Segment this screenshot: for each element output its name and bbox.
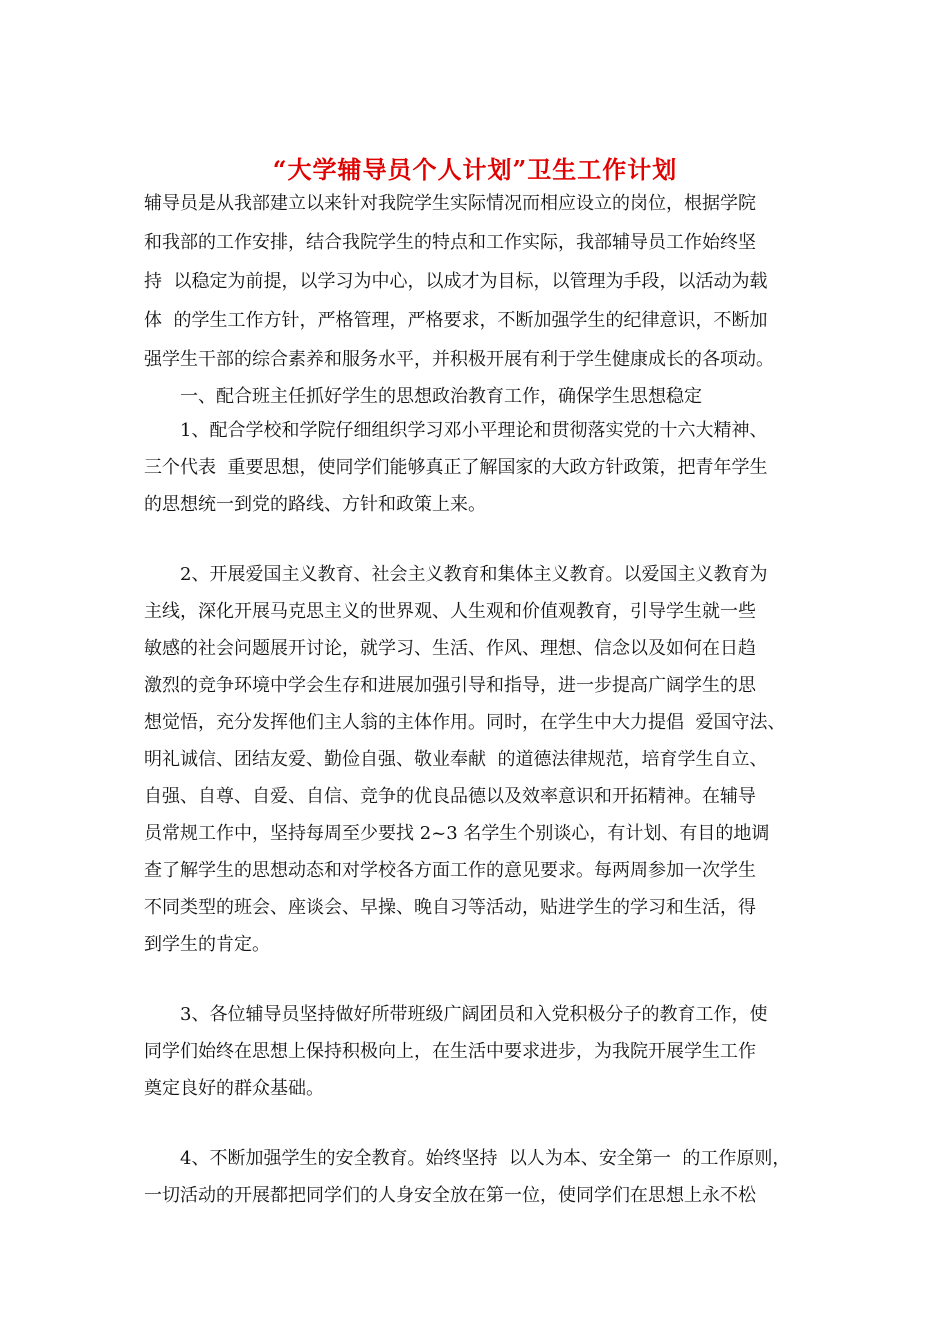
body-line: 主线，深化开展马克思主义的世界观、人生观和价值观教育，引导学生就一些	[144, 601, 756, 622]
section-heading: 一、配合班主任抓好学生的思想政治教育工作，确保学生思想稳定	[180, 386, 702, 407]
body-line: 3、各位辅导员坚持做好所带班级广阔团员和入党积极分子的教育工作，使	[180, 1004, 768, 1025]
body-line: 不同类型的班会、座谈会、早操、晚自习等活动，贴进学生的学习和生活，得	[144, 897, 756, 918]
body-line: 辅导员是从我部建立以来针对我院学生实际情况而相应设立的岗位，根据学院	[144, 193, 756, 214]
body-line: 敏感的社会问题展开讨论，就学习、生活、作风、理想、信念以及如何在日趋	[144, 638, 756, 659]
body-line: 持 以稳定为前提，以学习为中心，以成才为目标，以管理为手段，以活动为载	[144, 271, 768, 292]
body-line: 查了解学生的思想动态和对学校各方面工作的意见要求。每两周参加一次学生	[144, 860, 756, 881]
body-line: 的思想统一到党的路线、方针和政策上来。	[144, 494, 486, 515]
body-line: 1、配合学校和学院仔细组织学习邓小平理论和贯彻落实党的十六大精神、	[180, 420, 768, 441]
body-line: 三个代表 重要思想，使同学们能够真正了解国家的大政方针政策，把青年学生	[144, 457, 768, 478]
document-title: “大学辅导员个人计划”卫生工作计划	[272, 155, 678, 184]
body-line: 体 的学生工作方针，严格管理，严格要求，不断加强学生的纪律意识，不断加	[144, 310, 768, 331]
body-line: 4、不断加强学生的安全教育。始终坚持 以人为本、安全第一 的工作原则，	[180, 1148, 791, 1169]
body-line: 想觉悟，充分发挥他们主人翁的主体作用。同时，在学生中大力提倡 爱国守法、	[144, 712, 786, 733]
body-line: 激烈的竞争环境中学会生存和进展加强引导和指导，进一步提高广阔学生的思	[144, 675, 756, 696]
body-line: 和我部的工作安排，结合我院学生的特点和工作实际，我部辅导员工作始终坚	[144, 232, 756, 253]
body-line: 到学生的肯定。	[144, 934, 270, 955]
body-line: 员常规工作中，坚持每周至少要找 2~3 名学生个别谈心，有计划、有目的地调	[144, 823, 770, 844]
body-line: 强学生干部的综合素养和服务水平，并积极开展有利于学生健康成长的各项动。	[144, 349, 774, 370]
body-line: 明礼诚信、团结友爱、勤俭自强、敬业奉献 的道德法律规范，培育学生自立、	[144, 749, 768, 770]
body-line: 自强、自尊、自爱、自信、竞争的优良品德以及效率意识和开拓精神。在辅导	[144, 786, 756, 807]
body-line: 2、开展爱国主义教育、社会主义教育和集体主义教育。以爱国主义教育为	[180, 564, 768, 585]
body-line: 一切活动的开展都把同学们的人身安全放在第一位，使同学们在思想上永不松	[144, 1185, 756, 1206]
body-line: 奠定良好的群众基础。	[144, 1078, 324, 1099]
body-line: 同学们始终在思想上保持积极向上，在生活中要求进步，为我院开展学生工作	[144, 1041, 756, 1062]
